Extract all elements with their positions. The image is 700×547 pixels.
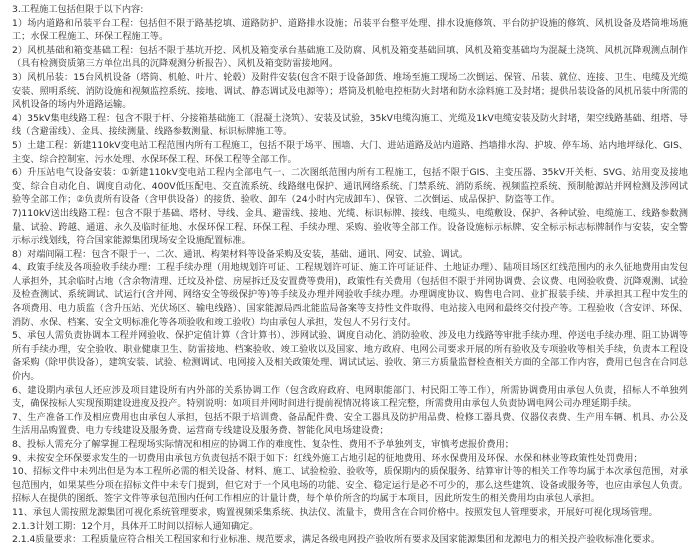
- paragraph-turbine-hoisting: 3）风机吊装：15台风机设备（塔筒、机舱、叶片、轮毂）及附件安装(包含不限于设备卸货、堆场至施工现场二次倒运、保管、吊装、就位、连接、卫生、电缆及光缆安装、照明系统、消防设施和视频监控系统、接地、调试、静态调试及电源等）；塔筒及机舱电控柜防火封堵和防水涂料施工及封堵；提供吊装设备的风机吊装中所需的风机设备的场内外道路运输。: [12, 71, 688, 111]
- paragraph-35kv-collection-line: 4）35kV集电线路工程：包含不限于杆、分接箱基础施工（混凝土浇筑）、安装及试验，35kV电缆沟施工、光缆及1kV电缆安装及防火封堵，架空线路基础、组塔、导线（含避雷线）、金具、接续测量、线路参数测量、标识标牌施工等。: [12, 112, 688, 138]
- paragraph-production-preparation: 7、生产准备工作及相应费用也由承包人承担，包括不限于培训费、备品配件费、安全工器具及防护用品费、检修工器具费、仪器仪表费、生产用车辆、机具、办公及生活用品购置费、电力专线建设及服务费、运营商专线建设及服务费、智能化风电场建设费；: [12, 411, 688, 437]
- paragraph-foundation: 2）风机基础和箱变基础工程：包括不限于基坑开挖、风机及箱变承台基础施工及防腐、风机及箱变基础回填、风机及箱变基础均为混凝土浇筑、风机沉降观测点制作（具有检测资质第三方单位出具的沉降观测分析报告）、风机及箱变防雷接地网。: [12, 44, 688, 70]
- paragraph-quality-requirements: 2.1.4质量要求：工程质量应符合相关工程国家和行业标准、规范要求，满足各级电网投产验收所有要求及国家能源集团和龙源电力的相关投产验收标准化要求。: [12, 534, 661, 546]
- paragraph-scope-completeness: 10、招标文件中未列出但是为本工程所必需的相关设备、材料、施工、试验检验、验收等，质保期内的质保服务、结算审计等的相关工作等均属于本次承包范围，对承包范围内，如果某些分项在招标文件中未专门提到，但它对于一个风电场的功能、安全、稳定运行是必不可少的，那么这些建筑、设备或服务等，也应由承包人负责。招标人在提供的图纸、签字文件等承包范围内任何工作相应的计量计费，每个单价所含的均属于本项目，因此所发生的相关费用均由承包人承担。: [12, 466, 688, 505]
- paragraph-site-roads: 1）场内道路和吊装平台工程：包括但不限于路基挖填、道路防护、道路排水设施；吊装平台整平处理、排水设施修筑、平台防护设施的修筑、风机设备及塔筒堆场施工；水保工程施工、环保工程施工等。: [12, 17, 688, 43]
- paragraph-bay-works: 8）对端间隔工程：包含不限于一、二次、通讯、构架材料等设备采购及安装，基础、通讯、网安、试验、调试。: [12, 248, 469, 260]
- paragraph-grid-acceptance: 5、承包人需负责协调本工程并网验收、保护定值计算（含计算书）、涉网试验、调度自动化、消防验收、涉及电力线路等审批手续办理、停送电手续办理、阻工协调等所有手续办理，安全验收、职业健康卫生、防雷接地、档案验收、竣工验收以及国家、地方政府、电网公司要求开展的所有验收及专项验收等相关手续，负责本工程设备采购（除甲供设备），建筑安装、试验、检测调试、电网接入及相关政策处理、调试试运、验收、第三方质量监督检查相关方面的全部工作内容，费用已包含在合同总价内。: [12, 330, 688, 383]
- paragraph-policy-procedures: 4、政策手续及各项验收手续办理：工程手续办理（用地规划许可证、工程规划许可证、施工许可证证件、土地证办理）、陆项目场区红线范围内的永久征地费用由发包人承担外，其余临时占地（含余物清理、迁坟及补偿、房屋拆迁及安置费等费用)，政策性有关费用（包括但不限于并网协调费、会议费、电网验收费、沉降观测、试验及检查测试、系统调试、试运行(含并网、网络安全等级保护等)等手续及办理并网验收手续办理。办理调度协议、购售电合同、业扩报装手续、并承担其工程中发生的各项费用、电力质监（含升压站、光伏场区、输电线路）、国家能源局西北能监局备案等支持性文件取得、电站接入电网和最终交付投产等。工程验收（含安评、环保、消防、水保、档案、安全文明标准化等各项验收和竣工验收）均由承包人承担，发包人不另行支付。: [12, 262, 688, 328]
- paragraph-visualization-system: 11、承包人需按照龙源集团可视化系统管理要求，购置视频采集系统、执法仪、流量卡，费用含在合同价格中。按照发包人管理要求，开展好可视化现场管理。: [12, 506, 658, 518]
- paragraph-substation-electrical: 6）升压站电气设备安装：①新建110kV变电站工程内全部电气一、二次图纸范围内所有工程施工，包括不限于GIS、主变压器、35kV开关柜、SVG、站用变及接地变、综合自动化自、调度自动化、400V低压配电、交直流系统、线路继电保护、通讯网络系统、门禁系统、消防系统、视频监控系统、预制舱源站并网检测及涉网试验等全部工作；②负责所有设备（含甲供设备）的接货、验收、卸车（24小时内完成卸车）、保管、二次倒运、成品保护、防盗等工作。: [12, 167, 688, 206]
- paragraph-planned-duration: 2.1.3计划工期：12个月，具体开工时间以招标人通知确定。: [12, 520, 259, 532]
- paragraph-coordination: 6、建设期内承包人还应涉及项目建设所有内外部的关系协调工作（包含政府政府、电网职能部门、村民阳工等工作），所需协调费用由承包人负责，招标人不单独列支，确保按标人实现预期建设进度及投产。特别说明：如项目并网时间进行提前视情况将该工程完整，所需费用由承包人负责协调电网公司办理延期手续。: [12, 384, 688, 410]
- paragraph-environmental-costs: 9、未按安全环保要求发生的一切费用由承包方负责包括不限于如下：红线外施工占地引起的征地费用、环水保费用及环保、水保和林业等政策性处罚费用；: [12, 452, 643, 464]
- paragraph-site-conditions: 8、投标人需充分了解掌握工程现场实际情况和相应的协调工作的难度性、复杂性、费用不予单独列支，审慎考虑报价费用；: [12, 439, 514, 450]
- paragraph-110kv-line: 7)110kV送出线路工程：包含不限于基础、塔材、导线、金具、避雷线、接地、光缆、标识标牌、接线、电缆头、电缆敷设、保护、各种试验、电缆施工、线路参数测量、试验、跨越、通道、永久及临时征地、水保环保工程、环保工程、手续办理、采购、验收等全部工作。设备设施标示标牌、安全标示标志标牌制作与安装，安全警示标示线划线，符合国家能源集团现场安全设施配置标准。: [12, 207, 688, 247]
- section-heading: 3.工程施工包括但限于以下内容:: [12, 4, 144, 15]
- paragraph-civil-works: 5）土建工程：新建110kV变电站工程范围内所有工程施工，包括不限于场平、围墙、大门、进站道路及站内道路、挡墙排水沟、护坡、停车场、站内地坪绿化、GIS、主变、综合控制室、污水处理、水保环保工程、环保工程等全部工作。: [12, 139, 688, 165]
